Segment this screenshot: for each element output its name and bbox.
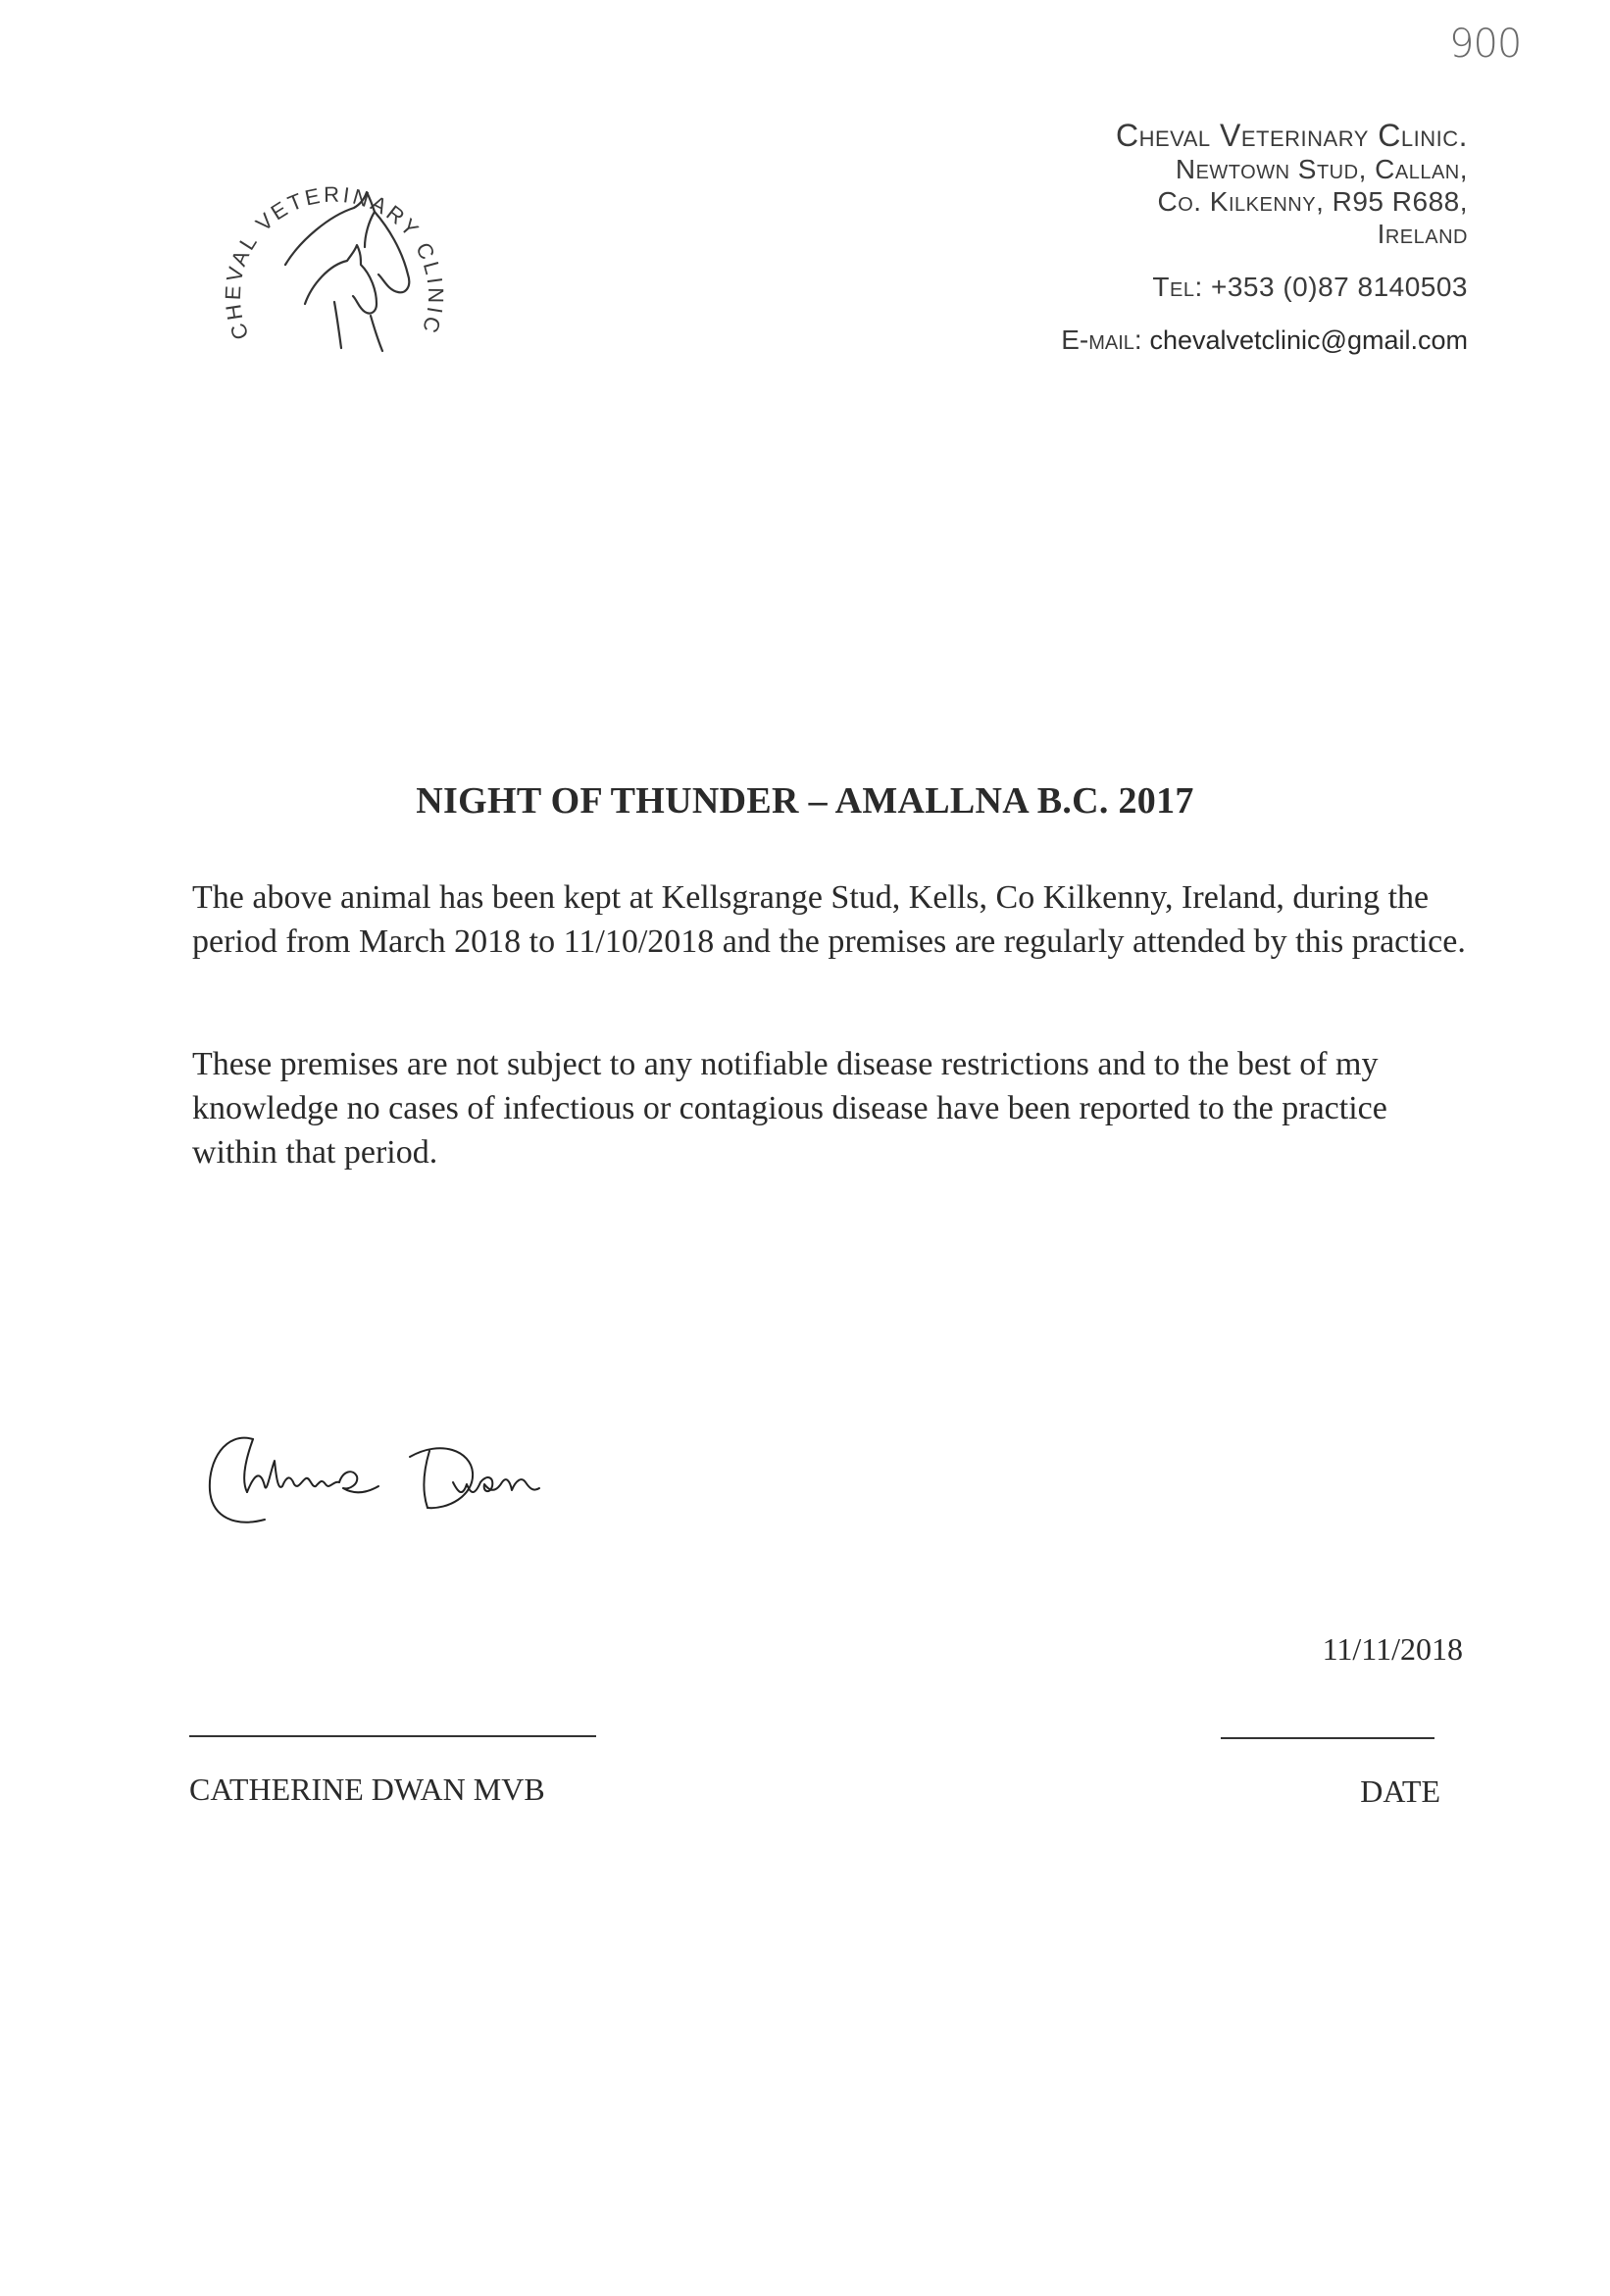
- address-line-2: Co. Kilkenny, R95 R688,: [1157, 186, 1468, 217]
- email-row: [781, 324, 1468, 356]
- email-label: E-mail:: [1061, 324, 1150, 355]
- handwritten-signature: [196, 1412, 608, 1539]
- document-title: NIGHT OF THUNDER – AMALLNA B.C. 2017: [416, 780, 1194, 822]
- date-label: DATE: [1360, 1773, 1440, 1809]
- paragraph-2: These premises are not subject to any notifiable disease restrictions and to the best of my knowledge no cases of infectious or contagious disease have been reported to the practice within that period.: [192, 1046, 1387, 1171]
- signatory-name: CATHERINE DWAN MVB: [189, 1772, 545, 1807]
- logo-ring-text: CHEVAL VETERINARY CLINIC: [220, 181, 449, 343]
- address-line-1: Newtown Stud, Callan,: [1175, 154, 1468, 184]
- address-line-3: Ireland: [1377, 219, 1468, 249]
- page-number: 900: [1449, 22, 1522, 67]
- email-address: chevalvetclinic@gmail.com: [1149, 325, 1468, 355]
- clinic-logo: [192, 137, 486, 373]
- signature-line: [189, 1735, 596, 1737]
- letterhead: [781, 118, 1468, 356]
- signature-date: 11/11/2018: [1322, 1631, 1463, 1667]
- paragraph-1: The above animal has been kept at Kellsgrange Stud, Kells, Co Kilkenny, Ireland, during the period from March 2018 to 11/10/2018 and the premises are regularly attended by this practice.: [192, 879, 1466, 960]
- telephone: Tel: +353 (0)87 8140503: [1152, 272, 1468, 302]
- clinic-name: Cheval Veterinary Clinic.: [1116, 118, 1468, 153]
- date-line: [1221, 1737, 1434, 1739]
